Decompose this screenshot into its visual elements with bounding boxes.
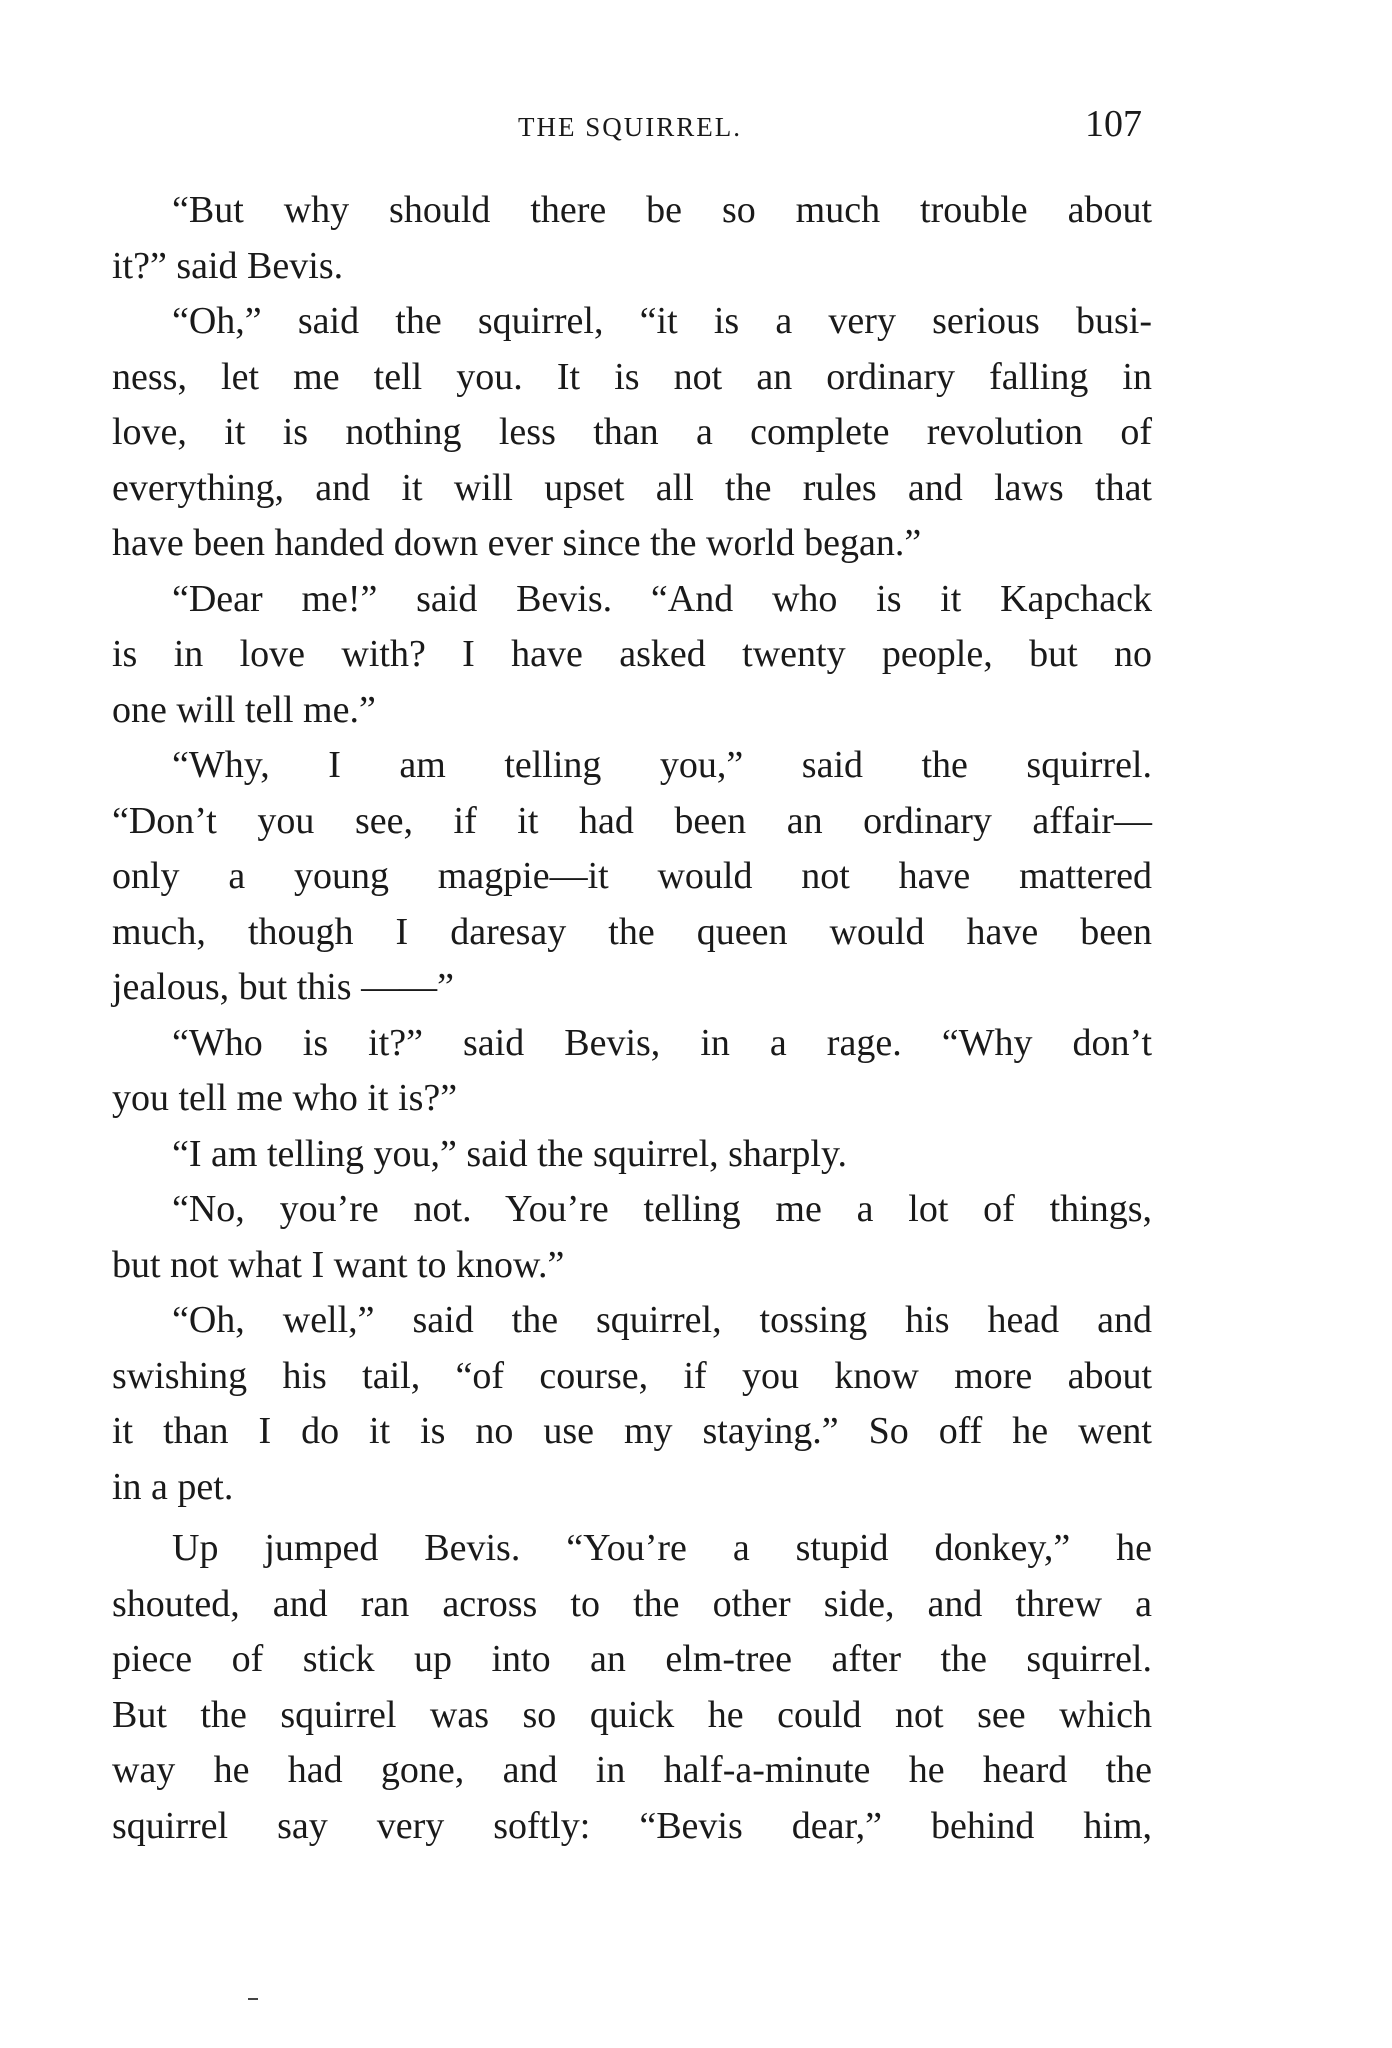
- text-line: squirrel say very softly: “Bevis dear,” behind him,: [112, 1804, 1152, 1847]
- text-line: “Who is it?” said Bevis, in a rage. “Why don’t: [172, 1021, 1152, 1064]
- text-line: “Dear me!” said Bevis. “And who is it Kapchack: [172, 577, 1152, 620]
- text-line: “Why, I am telling you,” said the squirrel.: [172, 744, 1152, 786]
- text-line: shouted, and ran across to the other side, and threw a: [112, 1582, 1152, 1625]
- text-line: piece of stick up into an elm-tree after the squirrel.: [112, 1638, 1152, 1680]
- print-speck: [248, 1998, 258, 2000]
- text-line: ness, let me tell you. It is not an ordinary falling in: [112, 355, 1152, 398]
- text-line: is in love with? I have asked twenty people, but no: [112, 633, 1152, 675]
- text-line: much, though I daresay the queen would have been: [112, 910, 1152, 953]
- running-head: [110, 102, 1150, 152]
- text-line: Up jumped Bevis. “You’re a stupid donkey,” he: [172, 1527, 1152, 1569]
- text-line: way he had gone, and in half-a-minute he heard the: [112, 1749, 1152, 1791]
- text-line: you tell me who it is?”: [112, 1077, 458, 1119]
- text-line: “Don’t you see, if it had been an ordinary affair—: [112, 799, 1152, 842]
- page-number: 107: [1085, 103, 1142, 145]
- text-line: “Oh,” said the squirrel, “it is a very serious busi-: [172, 300, 1152, 342]
- text-line: “But why should there be so much trouble about: [172, 189, 1152, 231]
- text-line: but not what I want to know.”: [112, 1243, 565, 1286]
- text-line: it?” said Bevis.: [112, 244, 344, 287]
- text-line: “Oh, well,” said the squirrel, tossing his head and: [172, 1299, 1152, 1341]
- text-line: everything, and it will upset all the rules and laws that: [112, 466, 1152, 509]
- text-line: one will tell me.”: [112, 688, 376, 731]
- text-line: only a young magpie—it would not have mattered: [112, 855, 1152, 897]
- text-line: in a pet.: [112, 1465, 234, 1508]
- text-line: swishing his tail, “of course, if you know more about: [112, 1354, 1152, 1397]
- text-line: “I am telling you,” said the squirrel, sharply.: [172, 1132, 848, 1175]
- running-title: THE SQUIRREL.: [518, 112, 742, 142]
- text-line: love, it is nothing less than a complete revolution of: [112, 411, 1152, 453]
- text-line: But the squirrel was so quick he could not see which: [112, 1693, 1152, 1736]
- text-line: “No, you’re not. You’re telling me a lot of things,: [172, 1188, 1152, 1230]
- text-line: jealous, but this ——”: [112, 966, 454, 1008]
- body-text: [112, 183, 1152, 1854]
- text-line: have been handed down ever since the world began.”: [112, 522, 922, 564]
- text-line: it than I do it is no use my staying.” So off he went: [112, 1410, 1152, 1452]
